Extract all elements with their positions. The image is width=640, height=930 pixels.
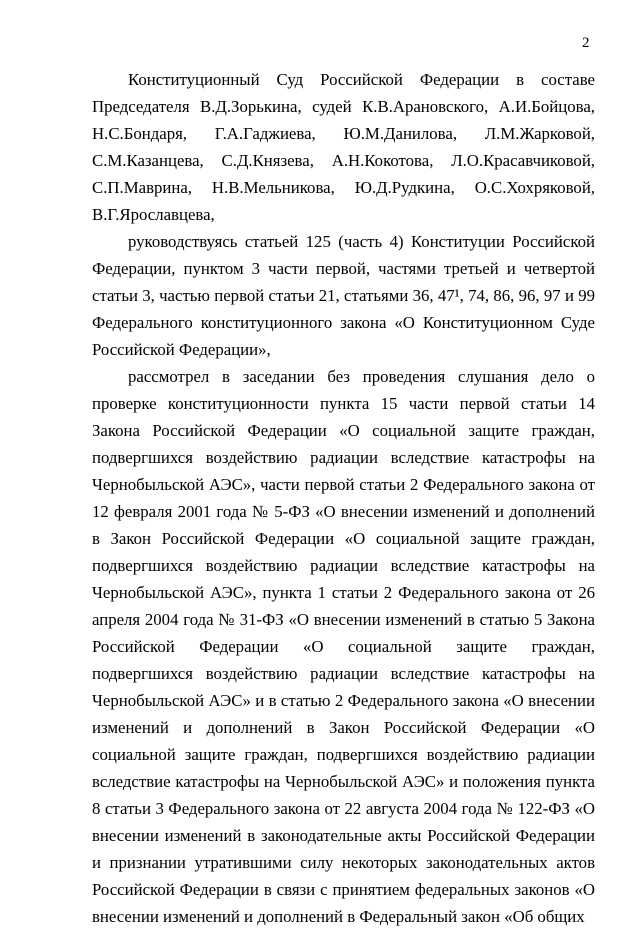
case-subject-paragraph: рассмотрел в заседании без проведения слушания дело о проверке конституционности пункта 15 части первой статьи 14 Закона Российской Федерации «О социальной защите граждан, подвергшихся воздействию радиации вследствие катастрофы на Чернобыльской АЭС», части первой статьи 2 Федерального закона от 12 февраля 2001 года № 5-ФЗ «О внесении изменений и дополнений в Закон Российской Федерации «О социальной защите граждан, подвергшихся воздействию радиации вследствие катастрофы на Чернобыльской АЭС», пункта 1 статьи 2 Федерального закона от 26 апреля 2004 года № 31-ФЗ «О внесении изменений в статью 5 Закона Российской Федерации «О социальной защите граждан, подвергшихся воздействию радиации вследствие катастрофы на Чернобыльской АЭС» и в статью 2 Федерального закона «О внесении изменений и дополнений в Закон Российской Федерации «О социальной защите граждан, подвергшихся воздействию радиации вследствие катастрофы на Чернобыльской АЭС» и положения пункта 8 статьи 3 Федерального закона от 22 августа 2004 года № 122-ФЗ «О внесении изменений в законодательные акты Российской Федерации и признании утратившими силу некоторых законодательных актов Российской Федерации в связи с принятием федеральных законов «О внесении изменений и дополнений в Федеральный закон «Об общих <box>92 367 595 926</box>
legal-basis-paragraph: руководствуясь статьей 125 (часть 4) Конституции Российской Федерации, пунктом 3 части первой, частями третьей и четвертой статьи 3, частью первой статьи 21, статьями 36, 47¹, 74, 86, 96, 97 и 99 Федерального конституционного закона «О Конституционном Суде Российской Федерации», <box>92 232 595 359</box>
court-composition-paragraph: Конституционный Суд Российской Федерации в составе Председателя В.Д.Зорькина, судей К.В.Арановского, А.И.Бойцова, Н.С.Бондаря, Г.А.Гаджиева, Ю.М.Данилова, Л.М.Жарковой, С.М.Казанцева, С.Д.Князева, А.Н.Кокотова, Л.О.Красавчиковой, С.П.Маврина, Н.В.Мельникова, Ю.Д.Рудкина, О.С.Хохряковой, В.Г.Ярославцева, <box>92 70 595 224</box>
page-number: 2 <box>582 35 590 51</box>
document-body <box>92 66 595 930</box>
